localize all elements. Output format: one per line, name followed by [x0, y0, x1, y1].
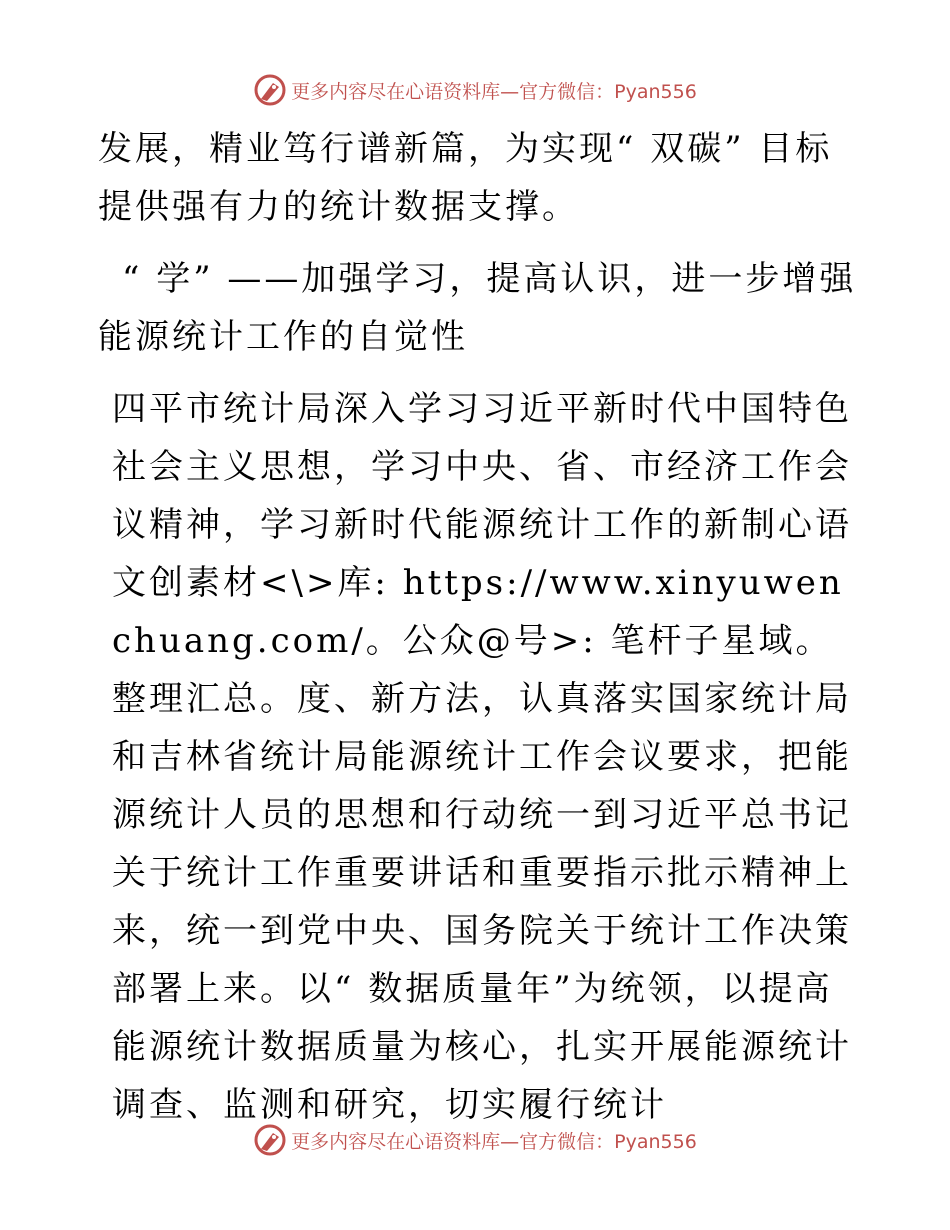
- section-heading: [98, 250, 858, 366]
- header-wechat-text: 官方微信：Pyan556: [519, 80, 697, 103]
- footer-site-text: 更多内容尽在心语资料库—: [291, 1130, 520, 1153]
- paragraph-3: 四平市统计局深入学习习近平新时代中国特色社会主义思想，学习中央、省、市经济工作会议精神，学习新时代能源统计工作的新制心语文创素材<\>库: https://www.xinyuwenchuang.com/。公众@号>: 笔杆子星域。整理汇总。度、新方法，认真落实国家统计局和吉林省统计局能源统计工作会议要求，把能源统计人员的思想和行动统一到习近平总书记关于统计工作重要讲话和重要指示批示精神上来，统一到党中央、国务院关于统计工作决策部署上来。以“ 数据质量年”为统领，以提高能源统计数据质量为核心，扎实开展能源统计调查、监测和研究，切实履行统计: [112, 389, 852, 1125]
- footer-banner: [0, 1120, 950, 1160]
- footer-wechat-text: 官方微信：Pyan556: [519, 1130, 697, 1153]
- document-body: [98, 120, 858, 1134]
- pen-nib-circle-icon: [253, 1123, 287, 1157]
- section-heading-line-2: 能源统计工作的自觉性: [98, 317, 468, 357]
- paragraph-1: 发展，精业笃行谱新篇，为实现“ 双碳” 目标提供强有力的统计数据支撑。: [98, 129, 833, 227]
- pen-nib-circle-icon: [253, 73, 287, 107]
- section-heading-line-1: “ 学” ——加强学习，提高认识，进一步增强: [122, 259, 857, 299]
- footer-banner-text: [291, 1127, 697, 1154]
- header-banner: [0, 70, 950, 110]
- header-banner-text: [291, 77, 697, 104]
- header-site-text: 更多内容尽在心语资料库—: [291, 80, 520, 103]
